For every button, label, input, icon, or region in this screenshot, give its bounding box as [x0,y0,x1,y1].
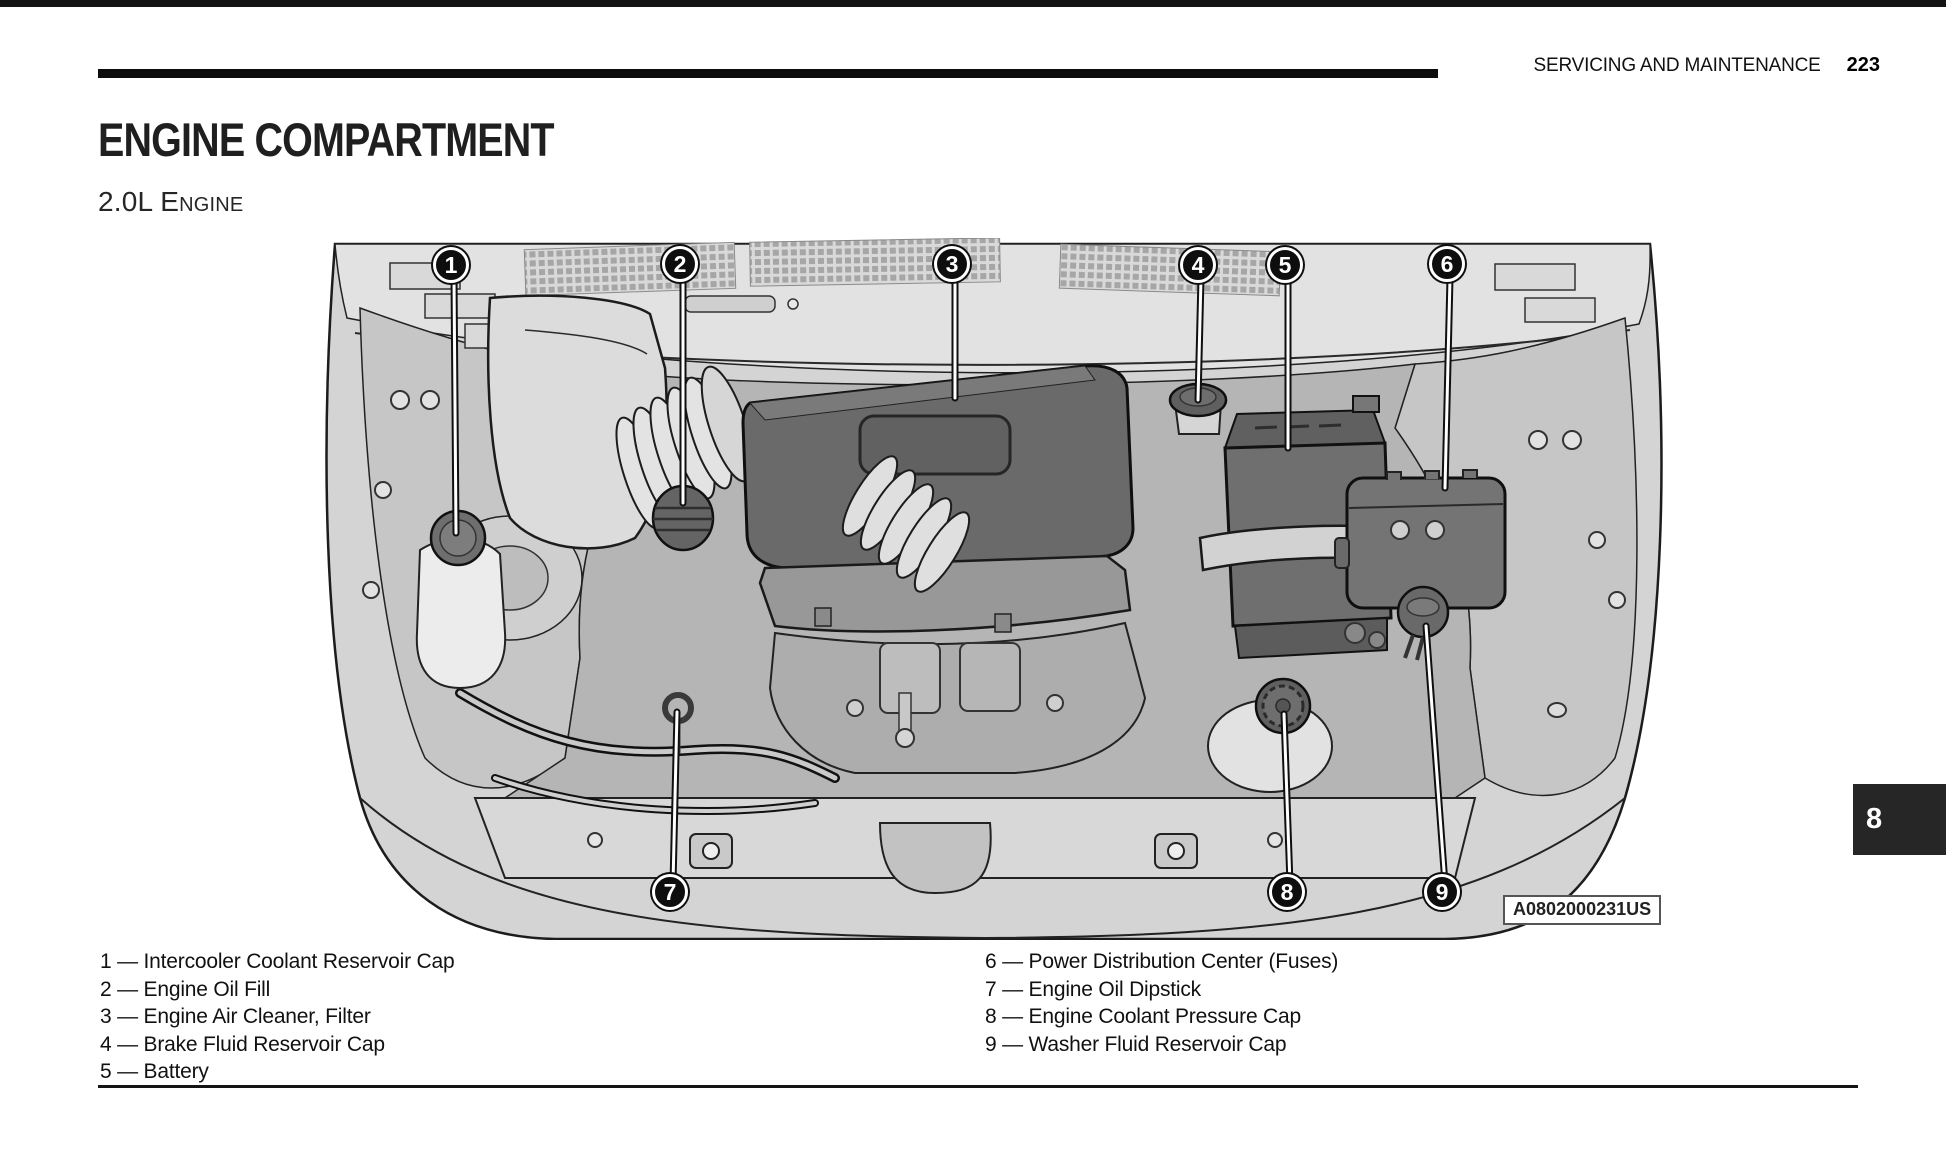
callout-6: 6 [1429,246,1465,282]
callout-7: 7 [652,874,688,910]
legend-item-1: 1 — Intercooler Coolant Reservoir Cap [100,950,455,973]
callout-8: 8 [1269,874,1305,910]
legend-item-7: 7 — Engine Oil Dipstick [985,977,1201,1001]
callout-9: 9 [1424,874,1460,910]
callout-4: 4 [1180,247,1216,283]
legend-item-5: 5 — Battery [100,1060,209,1083]
legend-left-column [100,948,454,1086]
legend-item-8: 8 — Engine Coolant Pressure Cap [985,1005,1301,1028]
legend-bottom-rule [98,1085,1858,1088]
legend-right-column [985,948,1338,1058]
callout-2: 2 [662,246,698,282]
header-section-title: SERVICING AND MAINTENANCE [1533,55,1821,76]
page-subtitle: 2.0L Engine [98,186,244,217]
page-top-strip [0,0,1946,7]
callout-1: 1 [433,247,469,283]
figure-watermark: A0802000231US [1503,895,1661,925]
legend-item-2: 2 — Engine Oil Fill [100,977,271,1001]
legend-item-9: 9 — Washer Fluid Reservoir Cap [985,1032,1287,1056]
legend-item-6: 6 — Power Distribution Center (Fuses) [985,950,1339,973]
chapter-tab-number: 8 [1866,803,1883,835]
callout-5: 5 [1267,247,1303,283]
legend-item-3: 3 — Engine Air Cleaner, Filter [100,1005,371,1028]
chapter-tab [1853,784,1946,855]
legend-item-4: 4 — Brake Fluid Reservoir Cap [100,1032,385,1056]
engine-bay-illustration [295,238,1690,940]
callout-3: 3 [934,246,970,282]
running-header [1534,54,1880,77]
page-title: ENGINE COMPARTMENT [98,113,554,166]
header-rule [98,69,1438,78]
header-page-number: 223 [1846,54,1880,76]
engine-compartment-figure [295,238,1690,940]
